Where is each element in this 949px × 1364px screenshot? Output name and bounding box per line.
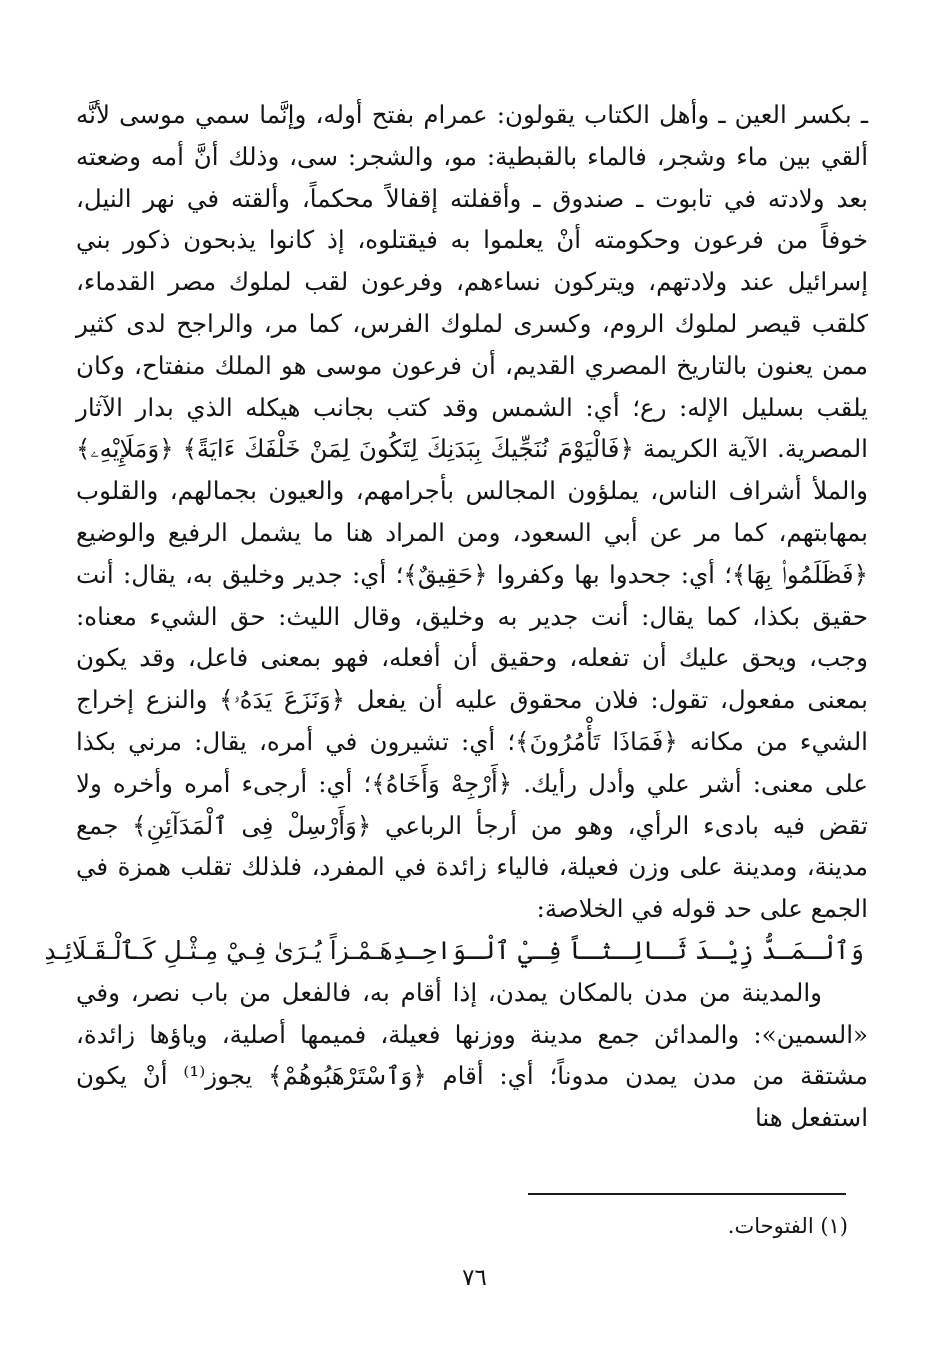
verse-second-hemistich: هَـمْـزاً يُـرَىٰ فِـيْ مِـثْـلِ كَـٱلْـقَـلَائِـدِ <box>44 935 393 965</box>
paragraph-after-verse: والمدينة من مدن بالمكان يمدن، إذا أقام به، فالفعل من باب نصر، وفي «السمين»: والمدائن جمع مدينة ووزنها فعيلة، فميمها أصلية، وياؤها زائدة، مشتقة من مدن يمدن مدوناً؛ أي: أقام ﴿وَٱسْتَرْهَبُوهُمْ﴾ يجوز⁽¹⁾ أنْ يكون استفعل هنا <box>76 977 868 1133</box>
footnote: (١) الفتوحات. <box>727 1214 848 1238</box>
footnote-divider <box>528 1193 846 1195</box>
main-text <box>44 94 868 1139</box>
page-number: ٧٦ <box>462 1265 487 1291</box>
paragraph-main: ـ بكسر العين ـ وأهل الكتاب يقولون: عمرام بفتح أوله، وإنَّما سمي موسى لأنَّه ألقي بين ماء وشجر، فالماء بالقبطية: مو، والشجر: سى، وذلك أنَّ أمه وضعته بعد ولادته في تابوت ـ صندوق ـ وأقفلته إقفالاً محكماً، وألقته في نهر النيل، خوفاً من فرعون وحكومته أنْ يعلموا به فيقتلوه، إذ كانوا يذبحون ذكور بني إسرائيل عند ولادتهم، ويتركون نساءهم، وفرعون لقب لملوك مصر القدماء، كلقب قيصر لملوك الروم، وكسرى لملوك الفرس، كما مر، والراجح لدى كثير ممن يعنون بالتاريخ المصري القديم، أن فرعون موسى هو الملك منفتاح، وكان يلقب بسليل الإله: رع؛ أي: الشمس وقد كتب بجانب هيكله الذي بدار الآثار المصرية. الآية الكريمة ﴿فَالْيَوْمَ نُنَجِّيكَ بِبَدَنِكَ لِتَكُونَ لِمَنْ خَلْفَكَ ءَايَةً﴾ ﴿وَمَلَإِيْهِۦ﴾ والملأ أشراف الناس، يملؤون المجالس بأجرامهم، والعيون بجمالهم، والقلوب بمهابتهم، كما مر عن أبي السعود، ومن المراد هنا ما يشمل الرفيع والوضيع ﴿فَظَلَمُوا۟ بِهَا﴾؛ أي: جحدوا بها وكفروا ﴿حَقِيقٌ﴾؛ أي: جدير وخليق به، يقال: أنت حقيق بكذا، كما يقال: أنت جدير به وخليق، وقال الليث: حق الشيء معناه: وجب، ويحق عليك أن تفعله، وحقيق أن أفعله، فهو بمعنى فاعل، وقد يكون بمعنى مفعول، تقول: فلان محقوق عليه أن يفعل ﴿وَنَزَعَ يَدَهُۥ﴾ والنزع إخراج الشيء من مكانه ﴿فَمَاذَا تَأْمُرُونَ﴾؛ أي: تشيرون في أمره، يقال: مرني بكذا على معنى: أشر علي وأدل رأيك. ﴿أَرْجِهْ وَأَخَاهُ﴾؛ أي: أرجىء أمره وأخره ولا تقض فيه بادىء الرأي، وهو من أرجأ الرباعي ﴿وَأَرْسِلْ فِى ٱلْمَدَآئِنِ﴾ جمع مدينة، ومدينة على وزن فعيلة، فالياء زائدة في المفرد، فلذلك تقلب همزة في الجمع على حد قوله في الخلاصة: <box>76 100 868 924</box>
verse-first-hemistich: وَٱلْـمَـدُّ زِيْـدَ ثَـالِـثـاً فِـيْ ٱلْـوَاحِـدِ <box>392 935 864 965</box>
poetry-verse <box>44 930 864 972</box>
